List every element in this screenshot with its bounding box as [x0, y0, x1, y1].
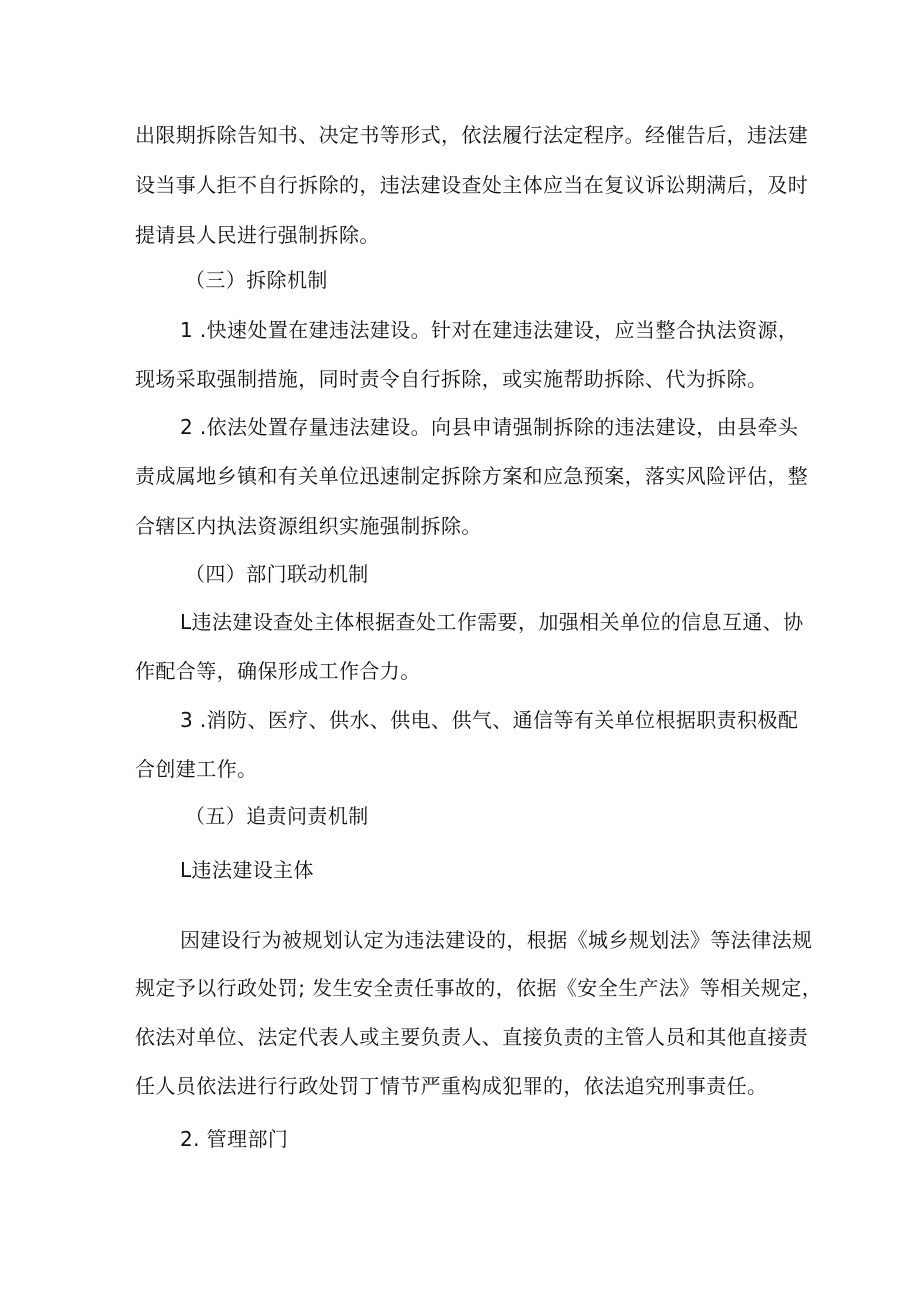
- paragraph-line: 1 .快速处置在建违法建设。针对在建违法建设，应当整合执法资源，: [180, 318, 799, 342]
- paragraph-line: 作配合等，确保形成工作合力。: [135, 659, 421, 683]
- paragraph-line: 因建设行为被规划认定为违法建设的，根据《城乡规划法》等法律法规: [180, 928, 813, 952]
- section-heading: （三）拆除机制: [185, 268, 328, 292]
- paragraph-line: 2 .依法处置存量违法建设。向县申请强制拆除的违法建设，由县牵头: [180, 415, 799, 439]
- paragraph-line: 合创建工作。: [135, 757, 258, 781]
- paragraph-line: 依法对单位、法定代表人或主要负责人、直接负责的主管人员和其他直接责: [135, 1025, 809, 1049]
- paragraph-line: 提请县人民进行强制拆除。: [135, 223, 380, 247]
- paragraph-line: 出限期拆除告知书、决定书等形式，依法履行法定程序。经催告后，违法建: [135, 123, 809, 147]
- paragraph-line: 责成属地乡镇和有关单位迅速制定拆除方案和应急预案，落实风险评估，整: [135, 464, 809, 488]
- subsection-heading: 2. 管理部门: [180, 1127, 289, 1151]
- paragraph-line: 现场采取强制措施，同时责令自行拆除，或实施帮助拆除、代为拆除。: [135, 367, 768, 391]
- paragraph-line: 规定予以行政处罚; 发生安全责任事故的，依据《安全生产法》等相关规定，: [135, 976, 823, 1000]
- subsection-heading: L违法建设主体: [180, 858, 314, 882]
- paragraph-line: 合辖区内执法资源组织实施强制拆除。: [135, 514, 482, 538]
- paragraph-line: 3 .消防、医疗、供水、供电、供气、通信等有关单位根据职责积极配: [180, 708, 799, 732]
- section-heading: （五）追责问责机制: [185, 804, 369, 828]
- paragraph-line: 任人员依法进行行政处罚丁情节严重构成犯罪的，依法追究刑事责任。: [135, 1074, 768, 1098]
- paragraph-line: 设当事人拒不自行拆除的，违法建设查处主体应当在复议诉讼期满后，及时: [135, 173, 809, 197]
- paragraph-line: L违法建设查处主体根据查处工作需要，加强相关单位的信息互通、协: [180, 610, 804, 634]
- section-heading: （四）部门联动机制: [185, 562, 369, 586]
